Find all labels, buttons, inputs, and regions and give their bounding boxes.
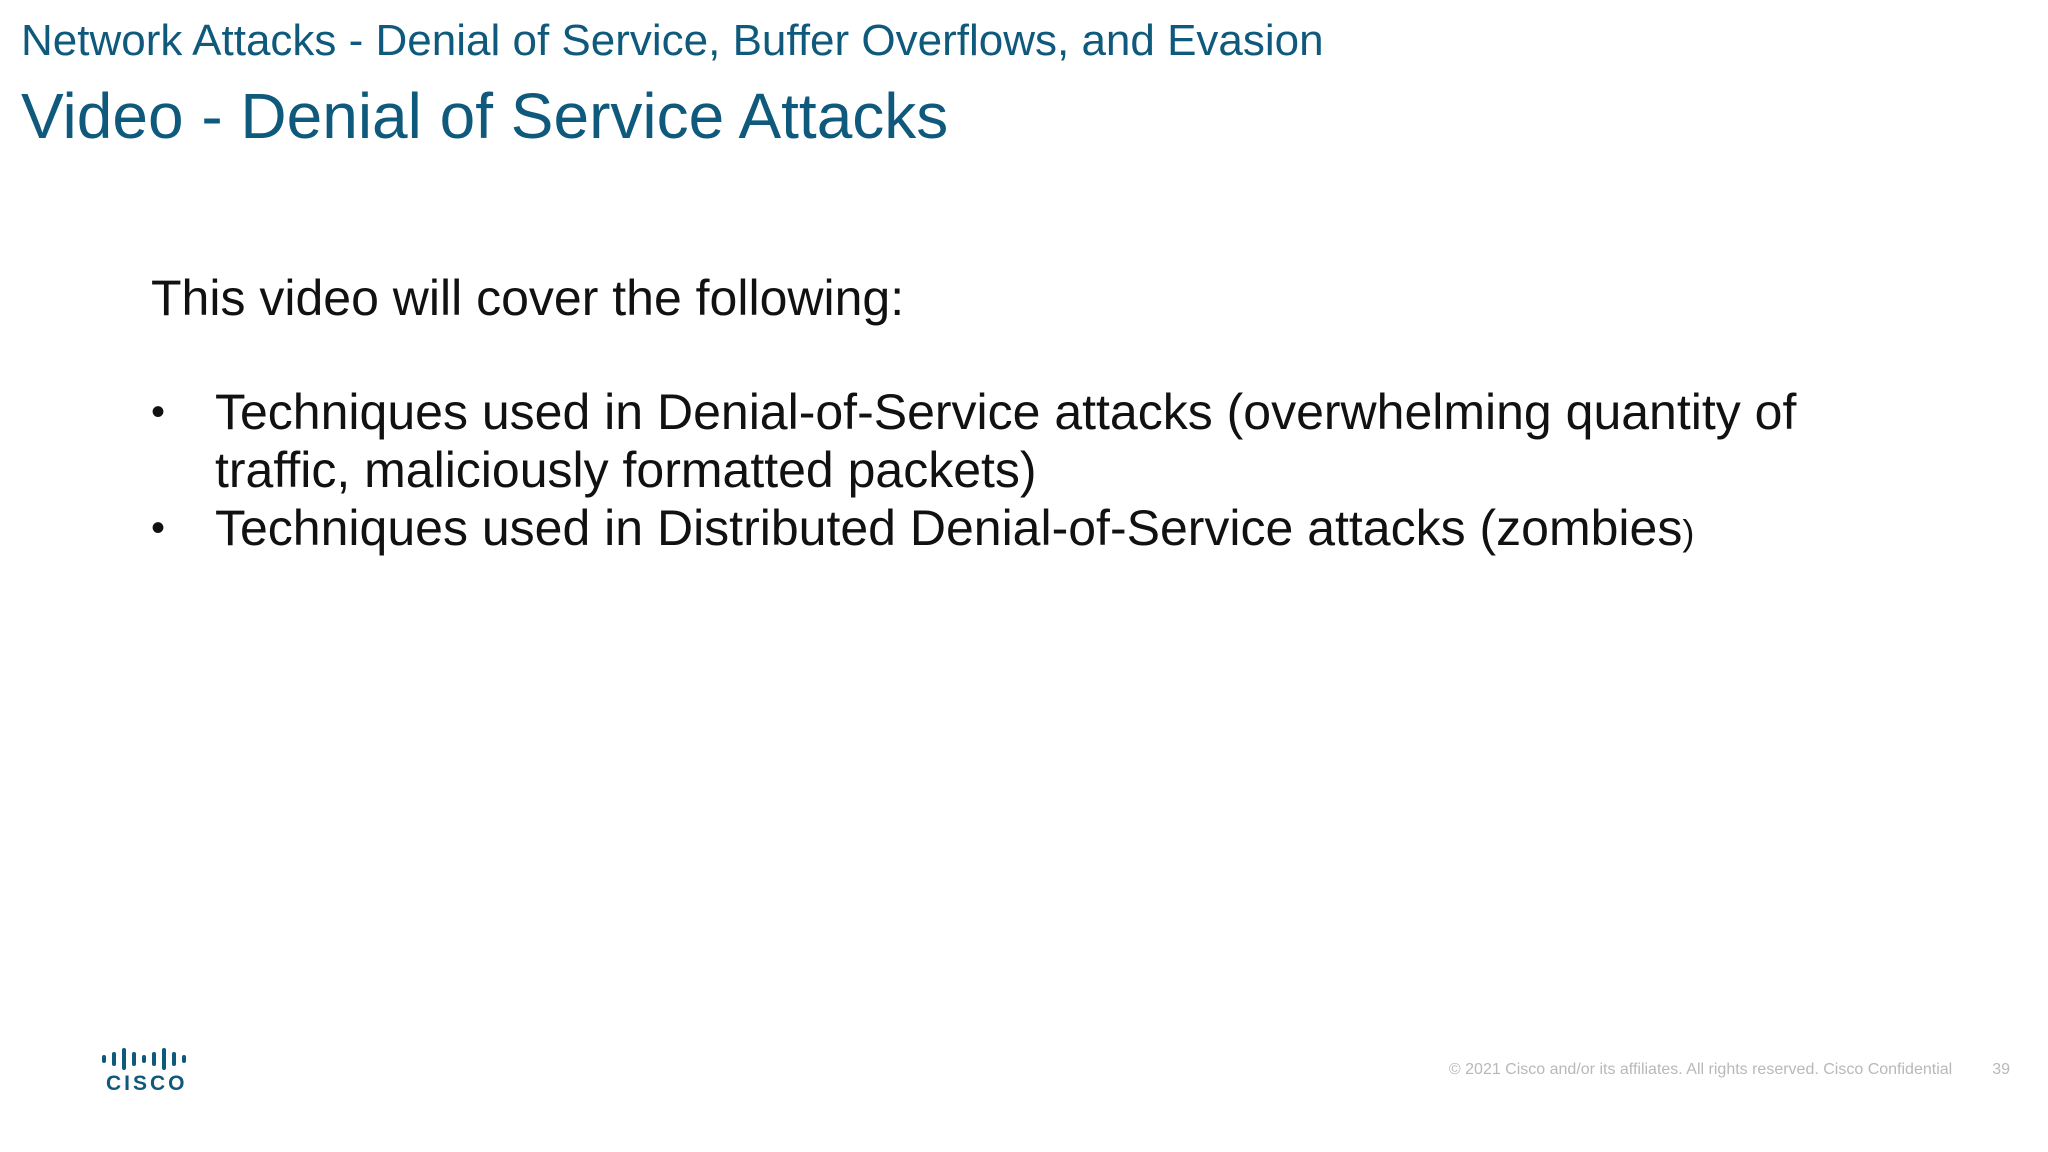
page-number: 39: [1992, 1061, 2010, 1078]
bullet-text: Techniques used in Distributed Denial-of-Service attacks (zombies: [215, 500, 1683, 556]
cisco-logo-bars-icon: [102, 1048, 186, 1070]
bullet-icon: •: [151, 390, 166, 434]
slide-title: Video - Denial of Service Attacks: [21, 80, 949, 152]
footer: [1449, 1061, 2010, 1079]
bullet-list: [151, 383, 1911, 562]
slide-content: [151, 268, 1911, 562]
bullet-text-line2: traffic, maliciously formatted packets): [215, 442, 1037, 498]
bullet-text-line1: Techniques used in Denial-of-Service attacks (overwhelming quantity of: [215, 384, 1797, 440]
intro-text: This video will cover the following:: [151, 270, 905, 326]
bullet-closing-paren: ): [1682, 512, 1695, 553]
cisco-logo: [102, 1048, 188, 1096]
cisco-wordmark: CISCO: [106, 1072, 188, 1095]
copyright-text: © 2021 Cisco and/or its affiliates. All rights reserved. Cisco Confidential: [1448, 1061, 1953, 1078]
bullet-item-dos: [151, 383, 1911, 499]
section-title: Network Attacks - Denial of Service, Buffer Overflows, and Evasion: [21, 16, 1324, 65]
bullet-item-ddos: [151, 499, 1911, 562]
bullet-icon: •: [151, 506, 166, 550]
